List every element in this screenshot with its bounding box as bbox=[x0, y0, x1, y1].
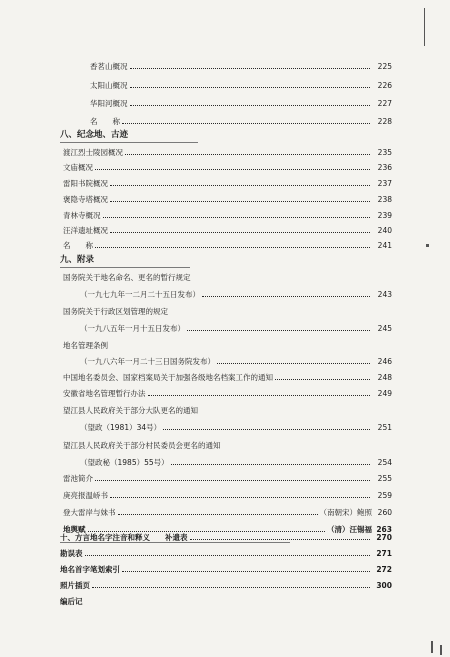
entry-title: 雷池简介 bbox=[63, 474, 93, 483]
section-heading: 八、纪念地、古迹 bbox=[60, 130, 129, 140]
leader-dots bbox=[130, 104, 371, 106]
entry-title: 中国地名委员会、国家档案局关于加强各级地名档案工作的通知 bbox=[63, 373, 273, 382]
leader-dots bbox=[187, 329, 370, 331]
entry-title: 褒隐寺塔概况 bbox=[63, 195, 108, 204]
entry-title: 编后记 bbox=[60, 597, 83, 606]
entry-title: 望江县人民政府关于部分大队更名的通知 bbox=[63, 406, 198, 415]
entry-page: 263 bbox=[376, 525, 392, 534]
toc-entry bbox=[63, 336, 392, 350]
entry-title: 地舆赋 bbox=[63, 525, 86, 534]
leader-dots bbox=[163, 428, 370, 430]
entry-page: 241 bbox=[377, 241, 392, 250]
entry-page: 248 bbox=[377, 373, 392, 382]
toc-entry bbox=[63, 469, 392, 483]
entry-title: （望政（1981）34号） bbox=[80, 423, 162, 432]
entry-title: 登大雷岸与妹书 bbox=[63, 508, 116, 517]
entry-title: 地名管理条例 bbox=[63, 341, 108, 350]
entry-page: 240 bbox=[377, 226, 392, 235]
leader-dots bbox=[110, 184, 370, 186]
entry-title: 地名首字笔划索引 bbox=[60, 565, 120, 574]
entry-title: 文庙概况 bbox=[63, 163, 93, 172]
entry-page: 300 bbox=[376, 581, 392, 590]
entry-title: 庚亮报温峤书 bbox=[63, 491, 108, 500]
entry-title: （一九七九年一二月二十五日发布） bbox=[80, 290, 200, 299]
leader-dots bbox=[171, 463, 370, 465]
scan-mark bbox=[426, 244, 429, 247]
entry-title: 汪洋遗址概况 bbox=[63, 226, 108, 235]
entry-author: （清）汪锡福 bbox=[327, 525, 372, 534]
toc-entry bbox=[63, 221, 392, 235]
entry-page: 237 bbox=[377, 179, 392, 188]
toc-entry bbox=[63, 206, 392, 220]
entry-title: （望政秘（1985）55号） bbox=[80, 458, 169, 467]
entry-page: 226 bbox=[377, 81, 392, 90]
entry-page: 255 bbox=[377, 474, 392, 483]
leader-dots bbox=[95, 168, 370, 170]
toc-entry bbox=[60, 576, 392, 590]
entry-page: 249 bbox=[377, 389, 392, 398]
toc-entry bbox=[80, 285, 392, 299]
toc-entry bbox=[80, 418, 392, 432]
entry-title: 国务院关于地名命名、更名的暂行规定 bbox=[63, 273, 191, 282]
entry-page: 243 bbox=[377, 290, 392, 299]
entry-page: 251 bbox=[377, 423, 392, 432]
leader-dots bbox=[95, 246, 370, 248]
toc-entry bbox=[80, 319, 392, 333]
toc-entry bbox=[60, 528, 392, 542]
entry-page: 235 bbox=[377, 148, 392, 157]
entry-title: 雷阳书院概况 bbox=[63, 179, 108, 188]
entry-title: 名 称 bbox=[90, 117, 120, 126]
toc-entry bbox=[63, 158, 392, 172]
entry-title: （一九八五年一月十五日发布） bbox=[80, 324, 185, 333]
entry-title: 十、方言地名字注音和释义 补遗表 bbox=[60, 533, 188, 542]
leader-dots bbox=[103, 216, 371, 218]
toc-entry bbox=[63, 143, 392, 157]
entry-page: 236 bbox=[377, 163, 392, 172]
entry-title: 安徽省地名管理暂行办法 bbox=[63, 389, 146, 398]
toc-entry bbox=[63, 503, 392, 517]
toc-entry bbox=[63, 401, 392, 415]
leader-dots bbox=[95, 479, 370, 481]
leader-dots bbox=[130, 67, 371, 69]
entry-page: 246 bbox=[377, 357, 392, 366]
entry-page: 254 bbox=[377, 458, 392, 467]
toc-entry bbox=[90, 57, 392, 71]
toc-entry bbox=[63, 486, 392, 500]
entry-title: 望江县人民政府关于部分村民委员会更名的通知 bbox=[63, 441, 221, 450]
toc-entry bbox=[80, 453, 392, 467]
toc-entry bbox=[63, 368, 392, 382]
toc-entry bbox=[63, 190, 392, 204]
toc-entry bbox=[63, 436, 392, 450]
entry-title: 香茗山概况 bbox=[90, 62, 128, 71]
toc-entry bbox=[60, 592, 392, 606]
entry-title: （一九八六年一月二十三日国务院发布） bbox=[80, 357, 215, 366]
leader-dots bbox=[190, 538, 371, 540]
entry-title: 太阳山概况 bbox=[90, 81, 128, 90]
entry-author: （南朝宋）鲍照 bbox=[319, 508, 372, 517]
leader-dots bbox=[110, 231, 370, 233]
toc-entry bbox=[63, 236, 392, 250]
entry-title: 勘误表 bbox=[60, 549, 83, 558]
leader-dots bbox=[85, 554, 371, 556]
scan-mark bbox=[440, 645, 442, 655]
entry-page: 227 bbox=[377, 99, 392, 108]
toc-entry bbox=[80, 352, 392, 366]
entry-page: 272 bbox=[376, 565, 392, 574]
scan-mark bbox=[424, 8, 425, 46]
toc-entry bbox=[90, 112, 392, 126]
entry-page: 239 bbox=[377, 211, 392, 220]
toc-entry bbox=[60, 560, 392, 574]
entry-title: 国务院关于行政区划管理的规定 bbox=[63, 307, 168, 316]
section-rule bbox=[60, 542, 290, 543]
toc-entry bbox=[63, 302, 392, 316]
entry-page: 228 bbox=[377, 117, 392, 126]
leader-dots bbox=[110, 200, 370, 202]
leader-dots bbox=[92, 586, 370, 588]
entry-title: 名 称 bbox=[63, 241, 93, 250]
leader-dots bbox=[148, 394, 371, 396]
toc-entry bbox=[90, 76, 392, 90]
entry-page: 260 bbox=[377, 508, 392, 517]
entry-page: 271 bbox=[376, 549, 392, 558]
entry-page: 259 bbox=[377, 491, 392, 500]
toc-entry bbox=[63, 174, 392, 188]
entry-title: 华阳河概况 bbox=[90, 99, 128, 108]
leader-dots bbox=[118, 513, 318, 515]
entry-page: 238 bbox=[377, 195, 392, 204]
leader-dots bbox=[122, 570, 370, 572]
leader-dots bbox=[217, 362, 370, 364]
leader-dots bbox=[202, 295, 370, 297]
leader-dots bbox=[275, 378, 370, 380]
leader-dots bbox=[130, 86, 371, 88]
entry-title: 青林寺概况 bbox=[63, 211, 101, 220]
entry-page: 225 bbox=[377, 62, 392, 71]
entry-page: 245 bbox=[377, 324, 392, 333]
leader-dots bbox=[122, 122, 370, 124]
entry-page: 270 bbox=[376, 533, 392, 542]
scan-mark bbox=[431, 641, 433, 653]
leader-dots bbox=[125, 153, 370, 155]
section-heading: 九、附录 bbox=[60, 255, 95, 265]
entry-title: 渡江烈士陵园概况 bbox=[63, 148, 123, 157]
toc-entry bbox=[60, 544, 392, 558]
toc-entry bbox=[63, 268, 392, 282]
entry-title: 照片插页 bbox=[60, 581, 90, 590]
toc-entry bbox=[63, 384, 392, 398]
leader-dots bbox=[110, 496, 370, 498]
toc-entry bbox=[90, 94, 392, 108]
